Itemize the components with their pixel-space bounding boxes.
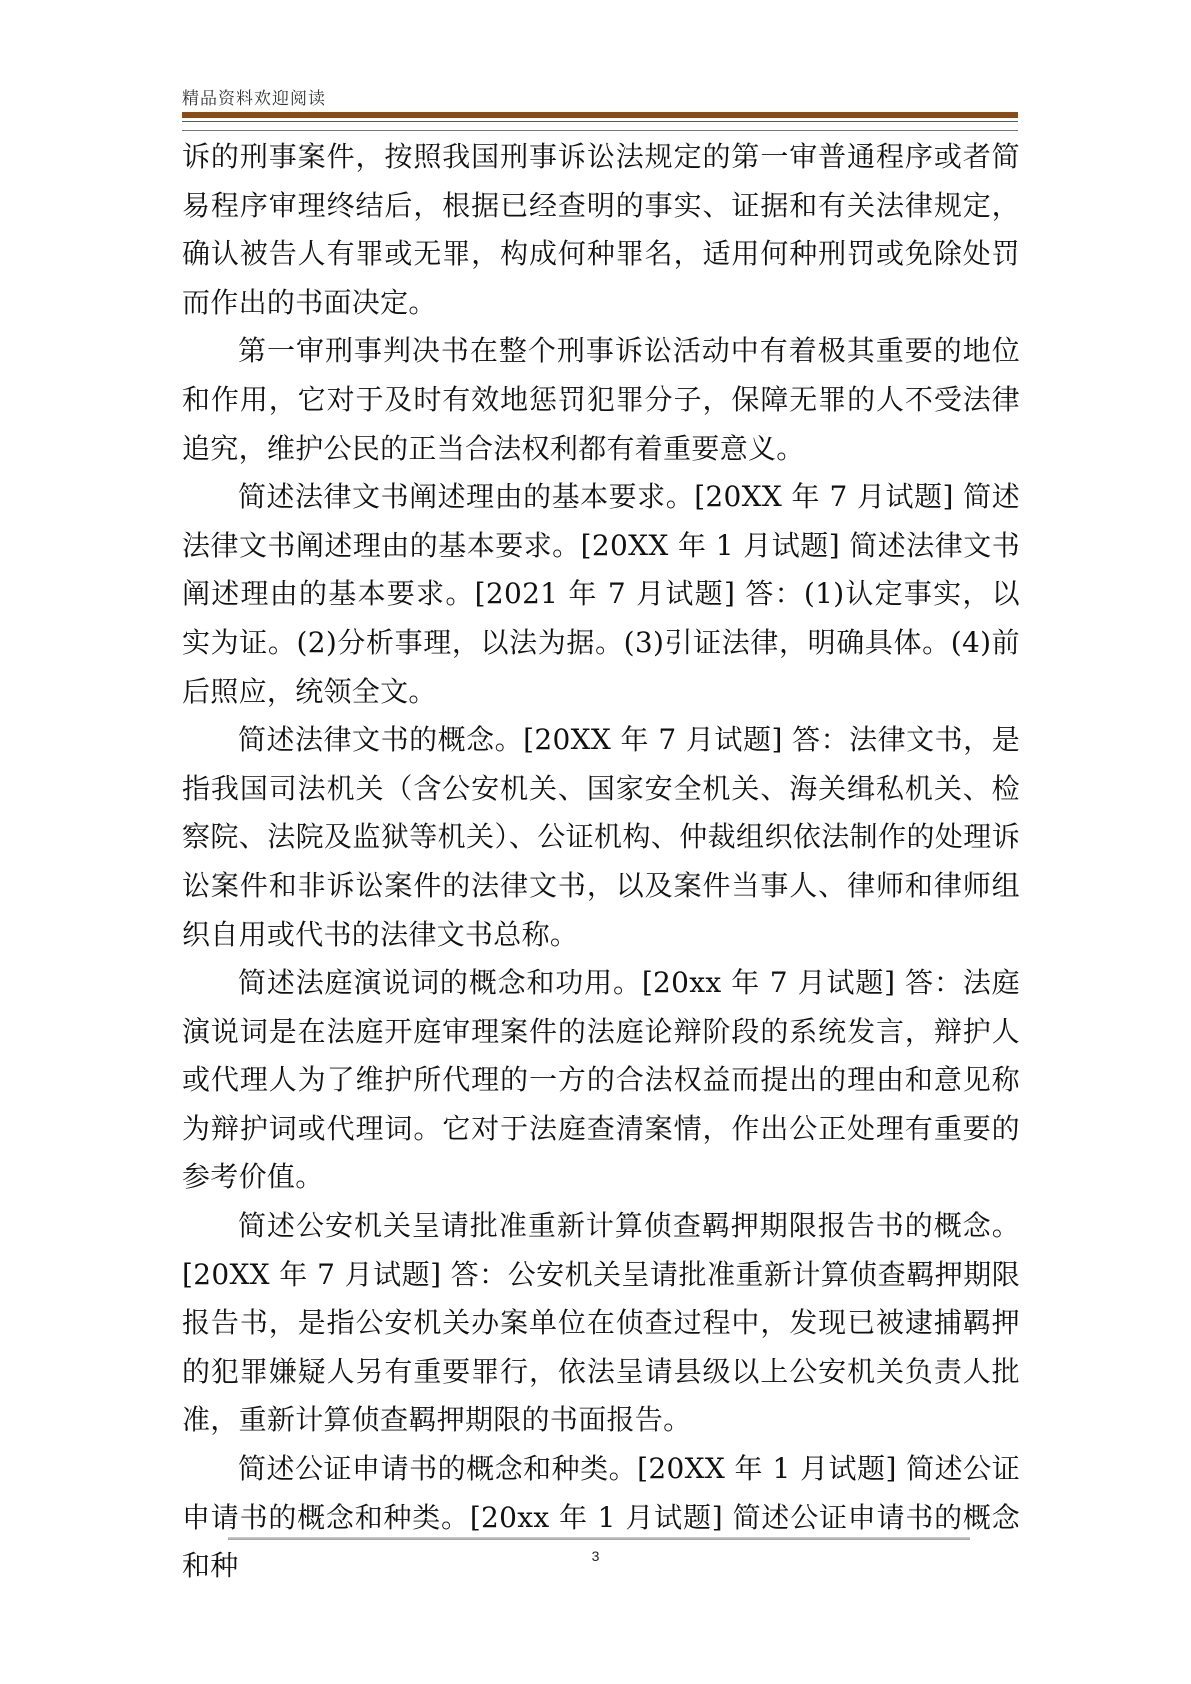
page-header <box>182 84 1018 114</box>
paragraph-7: 简述公证申请书的概念和种类。[20XX 年 1 月试题] 简述公证申请书的概念和种类。[20xx 年 1 月试题] 简述公证申请书的概念和种 <box>182 1452 1020 1583</box>
paragraph-5: 简述法庭演说词的概念和功用。[20xx 年 7 月试题] 答：法庭演说词是在法庭开庭审理案件的法庭论辩阶段的系统发言，辩护人或代理人为了维护所代理的一方的合法权益而提出的理由和意见称为辩护词或代理词。它对于法庭查清案情，作出公正处理有重要的参考价值。 <box>182 966 1020 1194</box>
header-rule-thick <box>182 112 1018 118</box>
header-rule-bottom <box>182 130 1018 131</box>
document-body <box>182 133 1020 1591</box>
paragraph-4: 简述法律文书的概念。[20XX 年 7 月试题] 答：法律文书，是指我国司法机关（含公安机关、国家安全机关、海关缉私机关、检察院、法院及监狱等机关）、公证机构、仲裁组织依法制作的处理诉讼案件和非诉讼案件的法律文书，以及案件当事人、律师和律师组织自用或代书的法律文书总称。 <box>182 723 1020 951</box>
header-text: 精品资料欢迎阅读 <box>182 89 326 109</box>
header-rule-thin <box>182 121 1018 122</box>
paragraph-1: 诉的刑事案件，按照我国刑事诉讼法规定的第一审普通程序或者简易程序审理终结后，根据已经查明的事实、证据和有关法律规定，确认被告人有罪或无罪，构成何种罪名，适用何种刑罚或免除处罚而作出的书面决定。 <box>182 140 1020 319</box>
paragraph-2: 第一审刑事判决书在整个刑事诉讼活动中有着极其重要的地位和作用，它对于及时有效地惩罚犯罪分子，保障无罪的人不受法律追究，维护公民的正当合法权利都有着重要意义。 <box>182 334 1020 465</box>
footer-rule <box>228 1537 970 1540</box>
page-number: 3 <box>591 1548 600 1564</box>
paragraph-6: 简述公安机关呈请批准重新计算侦查羁押期限报告书的概念。[20XX 年 7 月试题] 答：公安机关呈请批准重新计算侦查羁押期限报告书，是指公安机关办案单位在侦查过程中，发现已被逮捕羁押的犯罪嫌疑人另有重要罪行，依法呈请县级以上公安机关负责人批准，重新计算侦查羁押期限的书面报告。 <box>182 1209 1020 1437</box>
paragraph-3: 简述法律文书阐述理由的基本要求。[20XX 年 7 月试题] 简述法律文书阐述理由的基本要求。[20XX 年 1 月试题] 简述法律文书阐述理由的基本要求。[2021 年 7 月试题] 答：(1)认定事实，以实为证。(2)分析事理，以法为据。(3)引证法律，明确具体。(4)前后照应，统领全文。 <box>182 480 1020 708</box>
